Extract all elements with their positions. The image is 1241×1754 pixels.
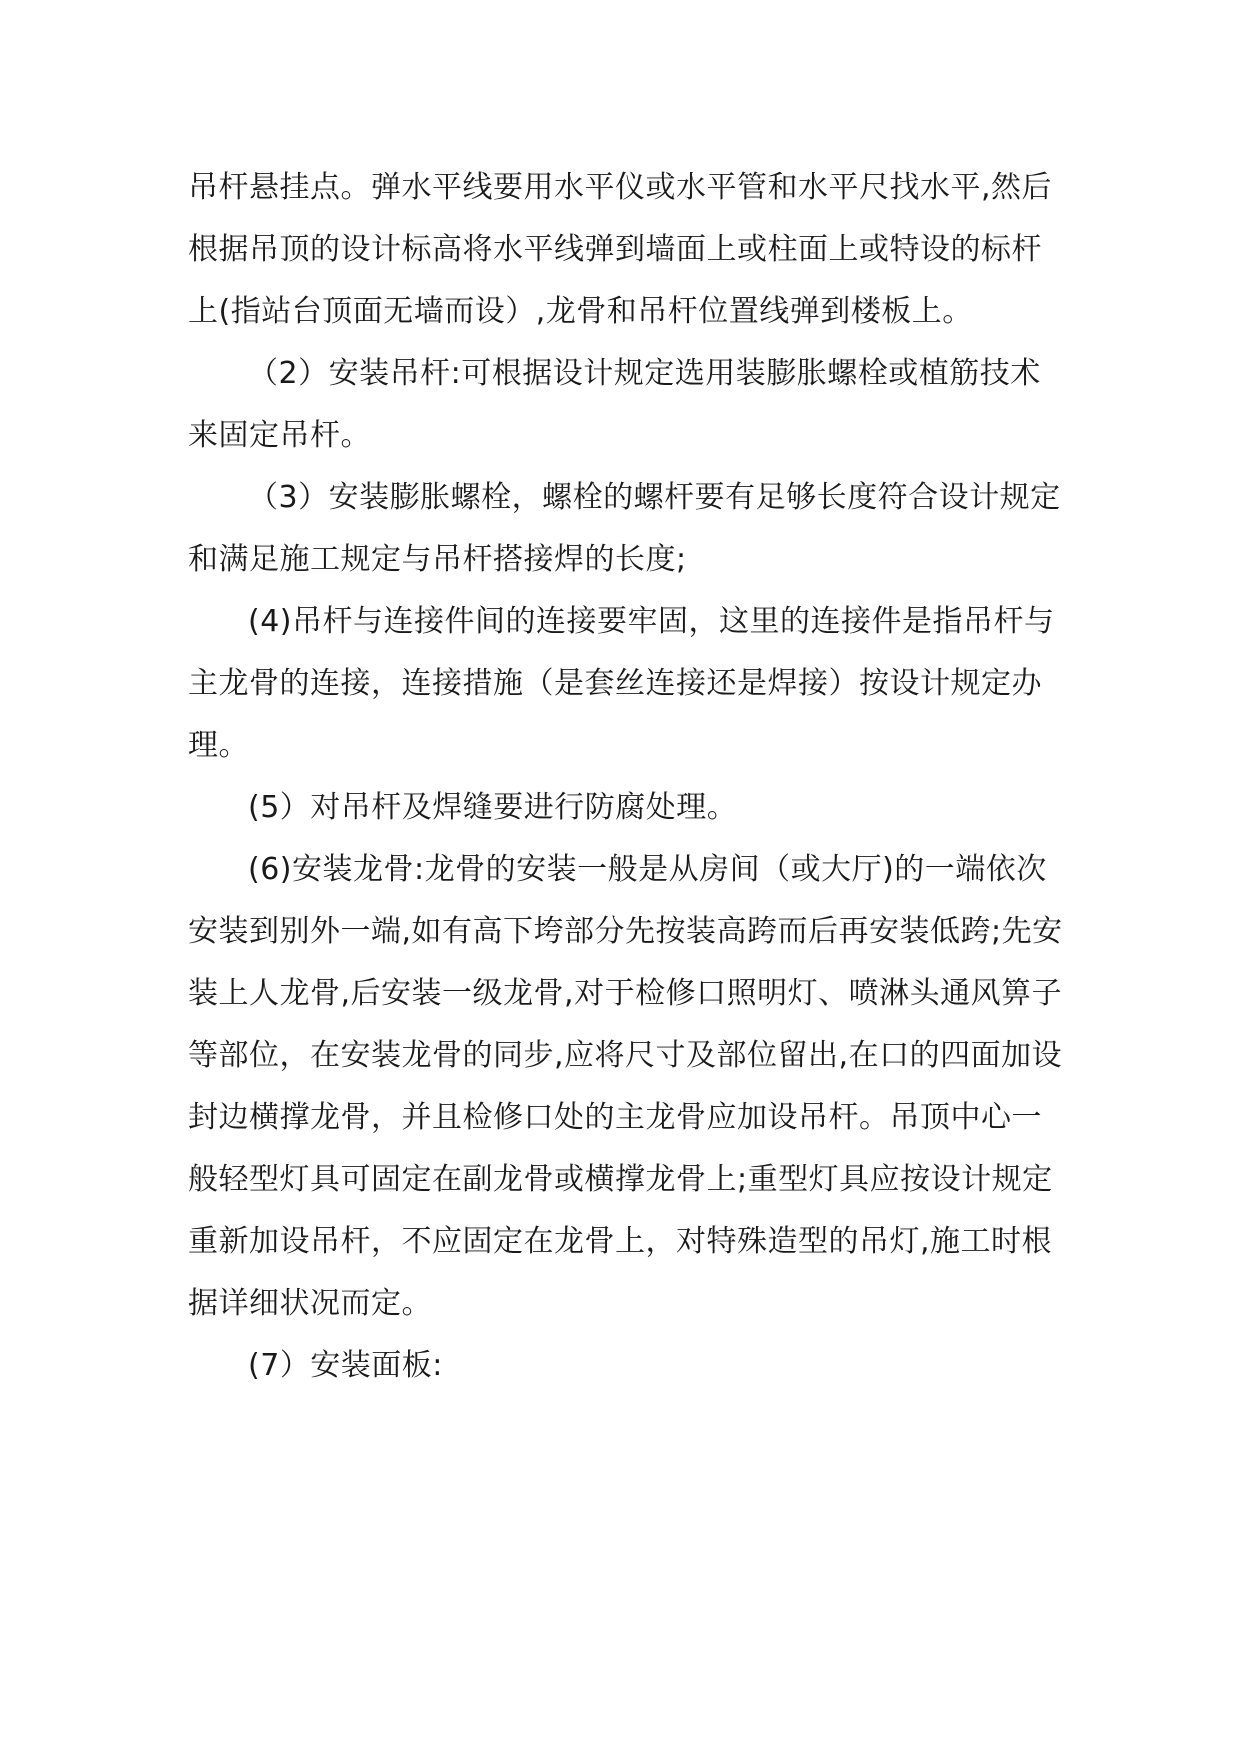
paragraph-line: 吊杆悬挂点。弹水平线要用水平仪或水平管和水平尺找水平,然后 xyxy=(188,170,1053,205)
paragraph-line: 重新加设吊杆，不应固定在龙骨上，对特殊造型的吊灯,施工时根 xyxy=(188,1224,1053,1259)
paragraph-line: 来固定吊杆。 xyxy=(188,418,371,453)
paragraph-line: 根据吊顶的设计标高将水平线弹到墙面上或柱面上或特设的标杆 xyxy=(188,232,1042,267)
paragraph-line: (5）对吊杆及焊缝要进行防腐处理。 xyxy=(248,790,738,825)
paragraph-line: （3）安装膨胀螺栓，螺栓的螺杆要有足够长度符合设计规定 xyxy=(248,480,1061,515)
paragraph-line: (6)安装龙骨:龙骨的安装一般是从房间（或大厅)的一端依次 xyxy=(248,852,1047,887)
paragraph-line: 和满足施工规定与吊杆搭接焊的长度; xyxy=(188,542,687,577)
paragraph-line: 般轻型灯具可固定在副龙骨或横撑龙骨上;重型灯具应按设计规定 xyxy=(188,1162,1053,1197)
paragraph-line: 主龙骨的连接，连接措施（是套丝连接还是焊接）按设计规定办 xyxy=(188,666,1042,701)
paragraph-line: 理。 xyxy=(188,728,249,763)
paragraph-line: (4)吊杆与连接件间的连接要牢固，这里的连接件是指吊杆与 xyxy=(248,604,1055,639)
paragraph-line: 安装到别外一端,如有高下垮部分先按装高跨而后再安装低跨;先安 xyxy=(188,914,1063,949)
paragraph-line: 封边横撑龙骨，并且检修口处的主龙骨应加设吊杆。吊顶中心一 xyxy=(188,1100,1042,1135)
paragraph-line: (7）安装面板: xyxy=(248,1348,443,1383)
paragraph-line: 等部位，在安装龙骨的同步,应将尺寸及部位留出,在口的四面加设 xyxy=(188,1038,1063,1073)
paragraph-line: 上(指站台顶面无墙而设）,龙骨和吊杆位置线弹到楼板上。 xyxy=(188,294,973,329)
paragraph-line: 据详细状况而定。 xyxy=(188,1286,432,1321)
paragraph-line: （2）安装吊杆:可根据设计规定选用装膨胀螺栓或植筋技术 xyxy=(248,356,1041,391)
paragraph-line: 装上人龙骨,后安装一级龙骨,对于检修口照明灯、喷淋头通风箅子 xyxy=(188,976,1063,1011)
